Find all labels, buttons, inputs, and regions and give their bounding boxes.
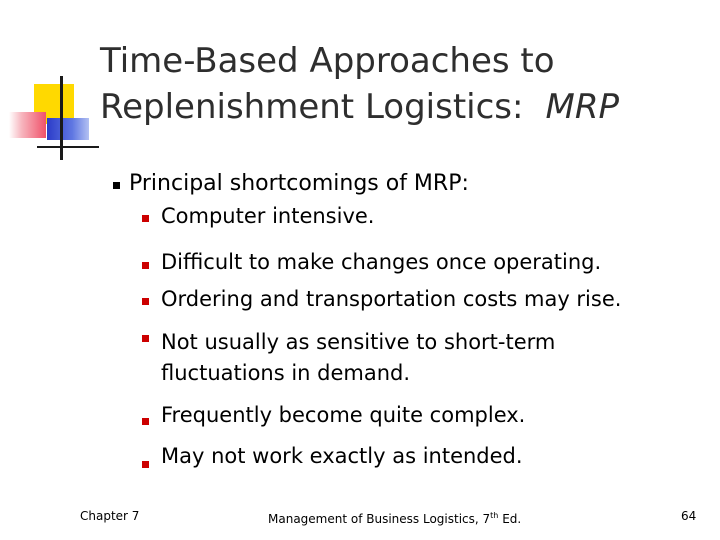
sub-bullet-icon <box>142 262 149 269</box>
sub-bullet-icon <box>142 215 149 222</box>
sub-bullet-icon <box>142 335 149 342</box>
title-line-1: Time-Based Approaches to <box>100 41 555 81</box>
footer-book-title-main: Management of Business Logistics, 7 <box>268 512 491 526</box>
logo-red-bar <box>9 112 46 138</box>
sub-point-continuation: fluctuations in demand. <box>161 361 411 385</box>
main-point: Principal shortcomings of MRP: <box>129 171 469 196</box>
footer-book-title <box>268 508 521 527</box>
sub-bullet-icon <box>142 298 149 305</box>
level1-bullet-icon <box>113 182 120 189</box>
sub-point: Difficult to make changes once operating. <box>161 250 602 274</box>
logo-horizontal-line <box>37 146 99 148</box>
footer-chapter: Chapter 7 <box>80 509 140 523</box>
sub-point: Computer intensive. <box>161 204 375 228</box>
sub-point: Frequently become quite complex. <box>161 403 526 427</box>
sub-point: Ordering and transportation costs may rise. <box>161 287 622 311</box>
footer-book-title-end: Ed. <box>498 512 522 526</box>
slide-title <box>100 38 700 130</box>
decorative-logo <box>0 0 110 170</box>
footer-page-number: 64 <box>681 509 697 523</box>
title-line-2: Replenishment Logistics: <box>100 87 524 127</box>
logo-blue-bar <box>47 118 89 140</box>
sub-bullet-icon <box>142 418 149 425</box>
sub-point: Not usually as sensitive to short-term <box>161 330 556 354</box>
footer-edition-superscript: th <box>490 511 499 520</box>
title-emphasis: MRP <box>545 87 619 127</box>
sub-bullet-icon <box>142 461 149 468</box>
sub-point: May not work exactly as intended. <box>161 444 523 468</box>
